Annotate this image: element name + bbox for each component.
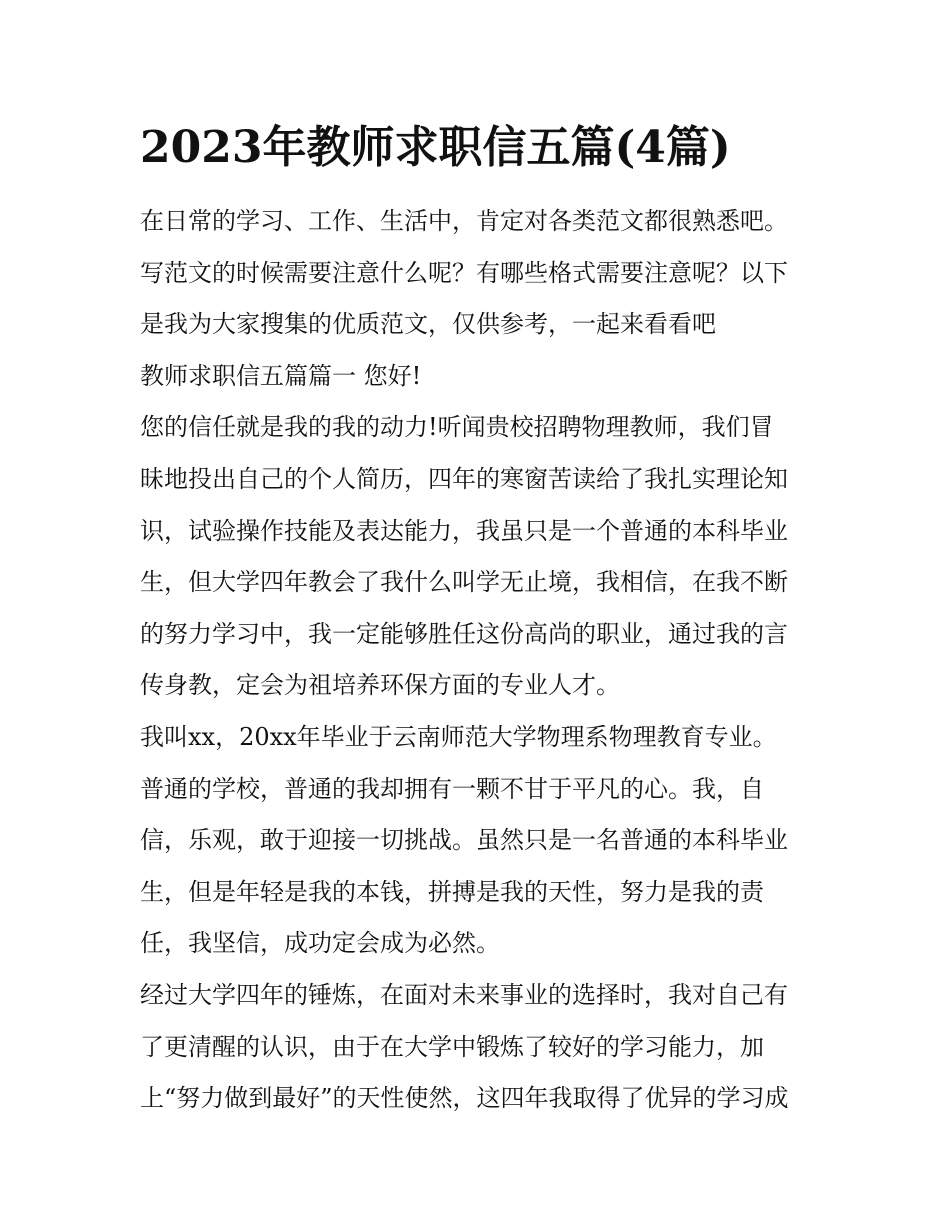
body-line: 是我为大家搜集的优质范文，仅供参考，一起来看看吧 — [140, 310, 716, 339]
document-body — [140, 196, 820, 1125]
body-line: 识，试验操作技能及表达能力，我虽只是一个普通的本科毕业 — [140, 516, 788, 545]
body-line: 写范文的时候需要注意什么呢？有哪些格式需要注意呢？以下 — [140, 258, 788, 287]
body-line: 我叫xx，20xx年毕业于云南师范大学物理系物理教育专业。 — [140, 722, 777, 751]
body-line: 普通的学校，普通的我却拥有一颗不甘于平凡的心。我，自 — [140, 774, 764, 803]
body-line: 传身教，定会为祖培养环保方面的专业人才。 — [140, 671, 620, 700]
body-line: 生，但大学四年教会了我什么叫学无止境，我相信，在我不断 — [140, 568, 788, 597]
body-line: 您的信任就是我的我的动力!听闻贵校招聘物理教师，我们冒 — [140, 413, 774, 442]
body-line: 昧地投出自己的个人简历，四年的寒窗苦读给了我扎实理论知 — [140, 464, 788, 493]
document-title: 2023年教师求职信五篇(4篇) — [140, 122, 731, 173]
body-line: 上“努力做到最好”的天性使然，这四年我取得了优异的学习成 — [140, 1084, 789, 1113]
body-line: 生，但是年轻是我的本钱，拼搏是我的天性，努力是我的责 — [140, 877, 764, 906]
body-line: 了更清醒的认识，由于在大学中锻炼了较好的学习能力，加 — [140, 1032, 764, 1061]
body-line: 经过大学四年的锤炼，在面对未来事业的选择时，我对自己有 — [140, 980, 788, 1009]
body-line: 任，我坚信，成功定会成为必然。 — [140, 929, 500, 958]
body-line: 信，乐观，敢于迎接一切挑战。虽然只是一名普通的本科毕业 — [140, 826, 788, 855]
body-line: 教师求职信五篇篇一 您好! — [140, 361, 422, 390]
body-line: 在日常的学习、工作、生活中，肯定对各类范文都很熟悉吧。 — [140, 207, 788, 235]
body-line: 的努力学习中，我一定能够胜任这份高尚的职业，通过我的言 — [140, 619, 788, 648]
